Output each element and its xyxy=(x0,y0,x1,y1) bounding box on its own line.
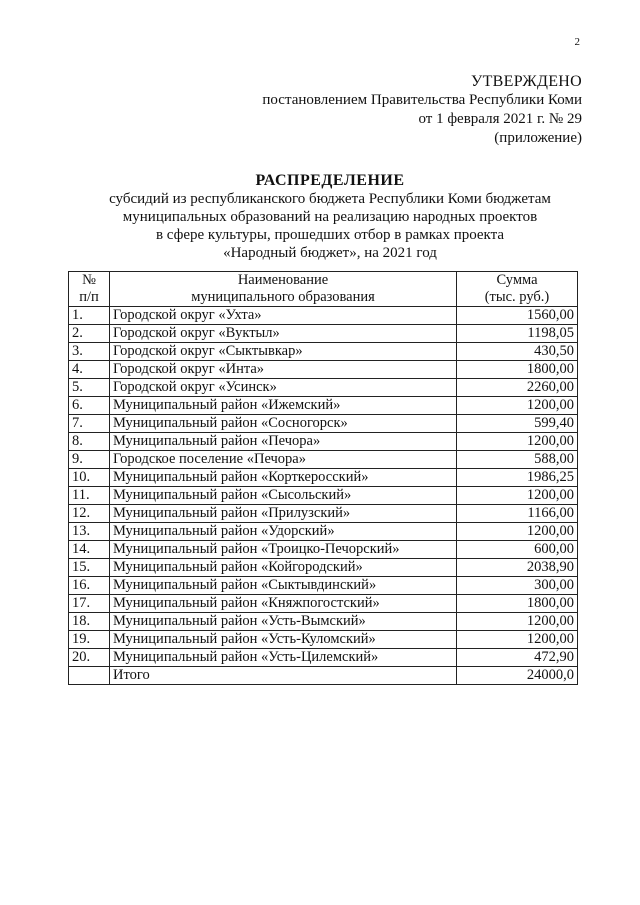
row-num: 11. xyxy=(69,487,110,505)
row-num: 16. xyxy=(69,577,110,595)
row-num: 15. xyxy=(69,559,110,577)
table-row xyxy=(69,397,578,415)
header-num-line-2: п/п xyxy=(79,289,99,305)
row-sum: 1200,00 xyxy=(457,433,578,451)
header-num xyxy=(69,272,110,307)
table-row xyxy=(69,595,578,613)
table-header-row xyxy=(69,272,578,307)
row-name: Городское поселение «Печора» xyxy=(110,451,457,469)
header-name-line-2: муниципального образования xyxy=(191,289,375,305)
table-row xyxy=(69,523,578,541)
table-row xyxy=(69,469,578,487)
row-sum: 1560,00 xyxy=(457,307,578,325)
header-sum-line-1: Сумма xyxy=(496,272,538,288)
table-row xyxy=(69,487,578,505)
row-sum: 1800,00 xyxy=(457,595,578,613)
row-num: 2. xyxy=(69,325,110,343)
table-body xyxy=(69,307,578,685)
row-num: 17. xyxy=(69,595,110,613)
row-num: 12. xyxy=(69,505,110,523)
row-name: Муниципальный район «Усть-Цилемский» xyxy=(110,649,457,667)
document-heading xyxy=(70,172,590,262)
row-sum: 300,00 xyxy=(457,577,578,595)
row-num: 4. xyxy=(69,361,110,379)
row-name: Муниципальный район «Ижемский» xyxy=(110,397,457,415)
row-sum: 1200,00 xyxy=(457,613,578,631)
row-name: Городской округ «Ухта» xyxy=(110,307,457,325)
row-name: Городской округ «Инта» xyxy=(110,361,457,379)
row-name: Городской округ «Сыктывкар» xyxy=(110,343,457,361)
table-row xyxy=(69,505,578,523)
row-sum: 1200,00 xyxy=(457,397,578,415)
row-num: 18. xyxy=(69,613,110,631)
row-num: 8. xyxy=(69,433,110,451)
table-row xyxy=(69,379,578,397)
distribution-table xyxy=(68,271,578,685)
table-row xyxy=(69,307,578,325)
row-name: Городской округ «Вуктыл» xyxy=(110,325,457,343)
row-name: Муниципальный район «Койгородский» xyxy=(110,559,457,577)
approval-title: УТВЕРЖДЕНО xyxy=(470,73,582,90)
row-name: Муниципальный район «Сыктывдинский» xyxy=(110,577,457,595)
row-num: 20. xyxy=(69,649,110,667)
heading-line-3: в сфере культуры, прошедших отбор в рамках проекта xyxy=(155,227,505,243)
header-sum xyxy=(457,272,578,307)
header-sum-line-2: (тыс. руб.) xyxy=(484,289,550,305)
row-name: Муниципальный район «Прилузский» xyxy=(110,505,457,523)
row-sum: 1166,00 xyxy=(457,505,578,523)
row-sum: 1800,00 xyxy=(457,361,578,379)
row-sum: 1198,05 xyxy=(457,325,578,343)
table-row xyxy=(69,361,578,379)
row-name: Городской округ «Усинск» xyxy=(110,379,457,397)
approval-note: (приложение) xyxy=(494,130,582,146)
row-sum: 599,40 xyxy=(457,415,578,433)
row-sum: 1986,25 xyxy=(457,469,578,487)
table-row xyxy=(69,631,578,649)
header-name-line-1: Наименование xyxy=(237,272,329,288)
row-name: Муниципальный район «Троицко-Печорский» xyxy=(110,541,457,559)
total-num xyxy=(69,667,110,685)
row-name: Муниципальный район «Усть-Вымский» xyxy=(110,613,457,631)
table-row xyxy=(69,343,578,361)
table-row xyxy=(69,541,578,559)
table-row xyxy=(69,415,578,433)
approval-date: от 1 февраля 2021 г. № 29 xyxy=(418,111,582,127)
row-num: 19. xyxy=(69,631,110,649)
row-num: 3. xyxy=(69,343,110,361)
header-num-line-1: № xyxy=(82,272,96,288)
document-title: РАСПРЕДЕЛЕНИЕ xyxy=(255,172,405,189)
row-num: 13. xyxy=(69,523,110,541)
table-row xyxy=(69,451,578,469)
row-name: Муниципальный район «Корткеросский» xyxy=(110,469,457,487)
header-name xyxy=(110,272,457,307)
row-sum: 600,00 xyxy=(457,541,578,559)
table-row xyxy=(69,559,578,577)
heading-line-2: муниципальных образований на реализацию народных проектов xyxy=(122,209,538,225)
row-sum: 588,00 xyxy=(457,451,578,469)
row-num: 9. xyxy=(69,451,110,469)
row-name: Муниципальный район «Усть-Куломский» xyxy=(110,631,457,649)
total-label: Итого xyxy=(110,667,457,685)
row-sum: 1200,00 xyxy=(457,631,578,649)
row-sum: 2260,00 xyxy=(457,379,578,397)
total-sum: 24000,0 xyxy=(457,667,578,685)
table-row xyxy=(69,649,578,667)
row-num: 14. xyxy=(69,541,110,559)
table-row xyxy=(69,325,578,343)
table-row xyxy=(69,577,578,595)
table-row xyxy=(69,433,578,451)
row-sum: 430,50 xyxy=(457,343,578,361)
row-sum: 472,90 xyxy=(457,649,578,667)
row-name: Муниципальный район «Княжпогостский» xyxy=(110,595,457,613)
row-name: Муниципальный район «Сысольский» xyxy=(110,487,457,505)
row-num: 7. xyxy=(69,415,110,433)
row-num: 10. xyxy=(69,469,110,487)
row-sum: 2038,90 xyxy=(457,559,578,577)
heading-line-4: «Народный бюджет», на 2021 год xyxy=(223,245,437,261)
row-num: 6. xyxy=(69,397,110,415)
approval-authority: постановлением Правительства Республики Коми xyxy=(262,92,582,108)
row-name: Муниципальный район «Удорский» xyxy=(110,523,457,541)
page-number: 2 xyxy=(574,36,580,48)
row-name: Муниципальный район «Печора» xyxy=(110,433,457,451)
row-name: Муниципальный район «Сосногорск» xyxy=(110,415,457,433)
row-sum: 1200,00 xyxy=(457,487,578,505)
approval-block xyxy=(262,72,582,148)
heading-line-1: субсидий из республиканского бюджета Республики Коми бюджетам xyxy=(109,191,551,207)
table-row xyxy=(69,613,578,631)
row-sum: 1200,00 xyxy=(457,523,578,541)
row-num: 1. xyxy=(69,307,110,325)
row-num: 5. xyxy=(69,379,110,397)
total-row xyxy=(69,667,578,685)
